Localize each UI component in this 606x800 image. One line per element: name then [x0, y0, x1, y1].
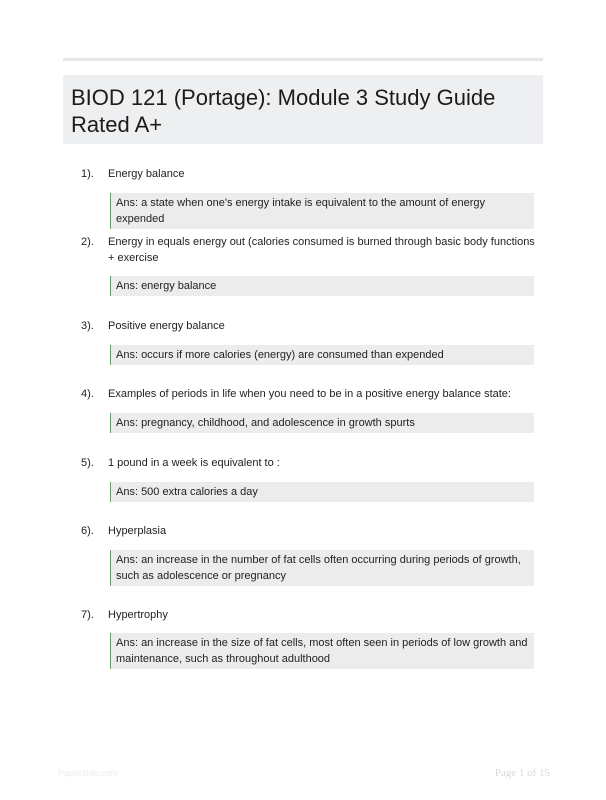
- answer-box: Ans: an increase in the number of fat cells often occurring during periods of growth, such as adolescence or pregnancy: [110, 550, 534, 586]
- answer-box: Ans: occurs if more calories (energy) are consumed than expended: [110, 345, 534, 365]
- question-number: 1).: [81, 168, 94, 180]
- question-number: 4).: [81, 388, 94, 400]
- question-text: 1 pound in a week is equivalent to :: [108, 457, 280, 469]
- page-title: BIOD 121 (Portage): Module 3 Study Guide Rated A+: [71, 85, 496, 137]
- answer-box: Ans: pregnancy, childhood, and adolescence in growth spurts: [110, 413, 534, 433]
- title-box: [63, 75, 543, 144]
- question-number: 6).: [81, 525, 94, 537]
- question-text: Energy in equals energy out (calories consumed is burned through basic body functions + exercise: [108, 236, 535, 264]
- question-text: Energy balance: [108, 168, 185, 180]
- answer-box: Ans: 500 extra calories a day: [110, 482, 534, 502]
- question-number: 3).: [81, 320, 94, 332]
- question-number: 2).: [81, 236, 94, 248]
- question-text: Hypertrophy: [108, 609, 168, 621]
- answer-box: Ans: an increase in the size of fat cells, most often seen in periods of low growth and maintenance, such as throughout adulthood: [110, 633, 534, 669]
- footer-watermark: Papertible.com: [58, 768, 119, 778]
- answer-box: Ans: a state when one's energy intake is equivalent to the amount of energy expended: [110, 193, 534, 229]
- page-number: Page 1 of 15: [494, 767, 550, 779]
- top-divider: [63, 58, 543, 61]
- question-text: Positive energy balance: [108, 320, 225, 332]
- answer-box: Ans: energy balance: [110, 276, 534, 296]
- question-number: 5).: [81, 457, 94, 469]
- question-number: 7).: [81, 609, 94, 621]
- question-text: Examples of periods in life when you need to be in a positive energy balance state:: [108, 388, 511, 400]
- question-text: Hyperplasia: [108, 525, 167, 537]
